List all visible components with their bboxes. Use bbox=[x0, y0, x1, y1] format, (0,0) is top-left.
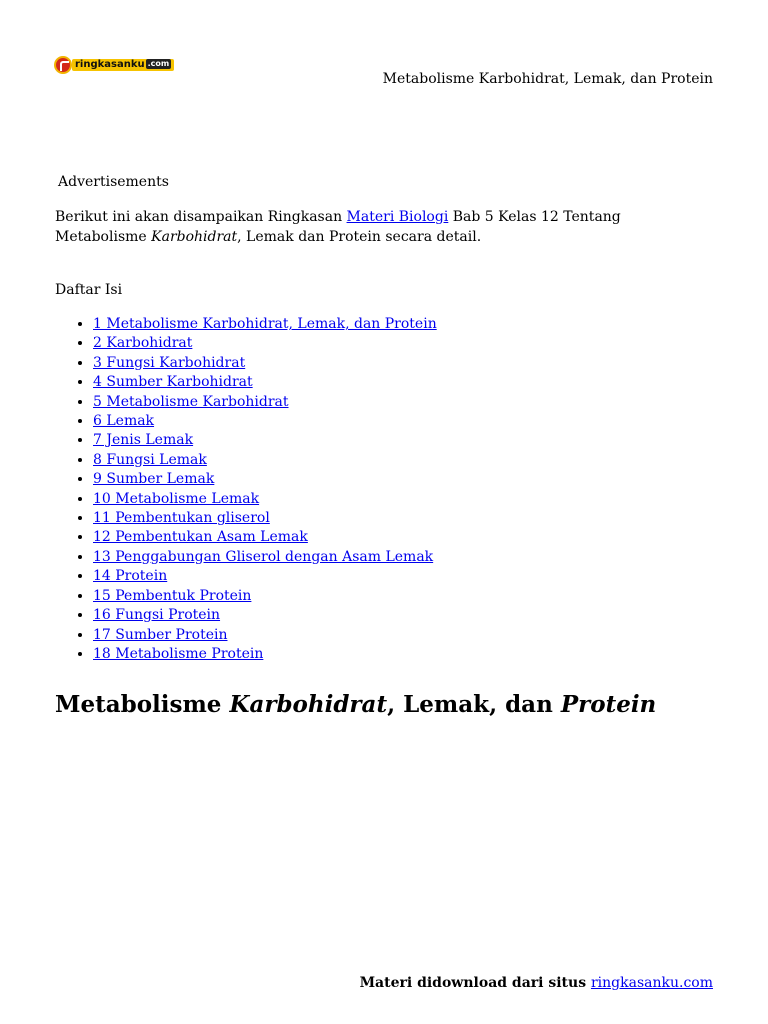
toc-item bbox=[93, 567, 437, 586]
toc-item bbox=[93, 470, 437, 489]
toc-link[interactable]: 14 Protein bbox=[93, 568, 168, 585]
toc-item bbox=[93, 626, 437, 645]
toc-link[interactable]: 6 Lemak bbox=[93, 413, 155, 430]
logo-wordmark bbox=[72, 59, 174, 71]
footer-site-link[interactable]: ringkasanku.com bbox=[590, 975, 713, 991]
logo-name: ringkasanku bbox=[75, 59, 145, 70]
toc-item bbox=[93, 412, 437, 431]
materi-biologi-link[interactable]: Materi Biologi bbox=[346, 209, 449, 225]
heading-italic-1: Karbohidrat bbox=[229, 691, 388, 718]
toc-item bbox=[93, 528, 437, 547]
intro-text-3: , Lemak dan Protein secara detail. bbox=[237, 228, 482, 245]
toc-link[interactable]: 17 Sumber Protein bbox=[93, 626, 228, 643]
toc-link[interactable]: 13 Penggabungan Gliserol dengan Asam Lemak bbox=[93, 548, 434, 565]
intro-paragraph bbox=[55, 208, 655, 247]
toc-link[interactable]: 11 Pembentukan gliserol bbox=[93, 510, 270, 527]
toc-link[interactable]: 5 Metabolisme Karbohidrat bbox=[93, 393, 289, 410]
toc-link[interactable]: 16 Fungsi Protein bbox=[93, 607, 221, 624]
toc-link[interactable]: 3 Fungsi Karbohidrat bbox=[93, 354, 246, 371]
toc-item bbox=[93, 548, 437, 567]
footer bbox=[360, 974, 713, 992]
heading-text-1: Metabolisme bbox=[55, 691, 230, 718]
intro-italic: Karbohidrat bbox=[151, 228, 238, 245]
section-heading bbox=[55, 690, 656, 720]
toc-link[interactable]: 4 Sumber Karbohidrat bbox=[93, 374, 253, 391]
toc-link[interactable]: 12 Pembentukan Asam Lemak bbox=[93, 529, 308, 546]
toc-item bbox=[93, 509, 437, 528]
page-header-title: Metabolisme Karbohidrat, Lemak, dan Protein bbox=[382, 71, 713, 87]
toc-item bbox=[93, 490, 437, 509]
toc-link[interactable]: 18 Metabolisme Protein bbox=[93, 645, 264, 662]
toc-item bbox=[93, 373, 437, 392]
toc-item bbox=[93, 315, 437, 334]
toc-link[interactable]: 8 Fungsi Lemak bbox=[93, 451, 207, 468]
toc-item bbox=[93, 587, 437, 606]
site-logo[interactable] bbox=[54, 56, 176, 74]
toc-link[interactable]: 10 Metabolisme Lemak bbox=[93, 490, 260, 507]
toc-item bbox=[93, 451, 437, 470]
toc-link[interactable]: 9 Sumber Lemak bbox=[93, 471, 215, 488]
toc-item bbox=[93, 334, 437, 353]
toc-item bbox=[93, 431, 437, 450]
toc-link[interactable]: 2 Karbohidrat bbox=[93, 335, 193, 352]
toc-item bbox=[93, 354, 437, 373]
advertisements-label: Advertisements bbox=[58, 174, 169, 190]
toc-title: Daftar Isi bbox=[55, 282, 123, 298]
heading-italic-2: Protein bbox=[560, 691, 657, 718]
heading-text-2: , Lemak, dan bbox=[387, 691, 561, 718]
toc-link[interactable]: 1 Metabolisme Karbohidrat, Lemak, dan Protein bbox=[93, 316, 437, 332]
logo-tld: .com bbox=[147, 59, 170, 68]
toc-item bbox=[93, 645, 437, 664]
toc-link[interactable]: 15 Pembentuk Protein bbox=[93, 587, 252, 604]
toc-item bbox=[93, 606, 437, 625]
logo-r-icon bbox=[54, 56, 72, 74]
toc-link[interactable]: 7 Jenis Lemak bbox=[93, 432, 194, 449]
toc-item bbox=[93, 393, 437, 412]
intro-text-1: Berikut ini akan disampaikan Ringkasan bbox=[55, 209, 347, 225]
intro-text-2: Bab 5 Kelas 12 Tentang Metabolisme bbox=[55, 209, 621, 245]
footer-label: Materi didownload dari situs bbox=[359, 975, 591, 991]
table-of-contents bbox=[55, 315, 437, 664]
